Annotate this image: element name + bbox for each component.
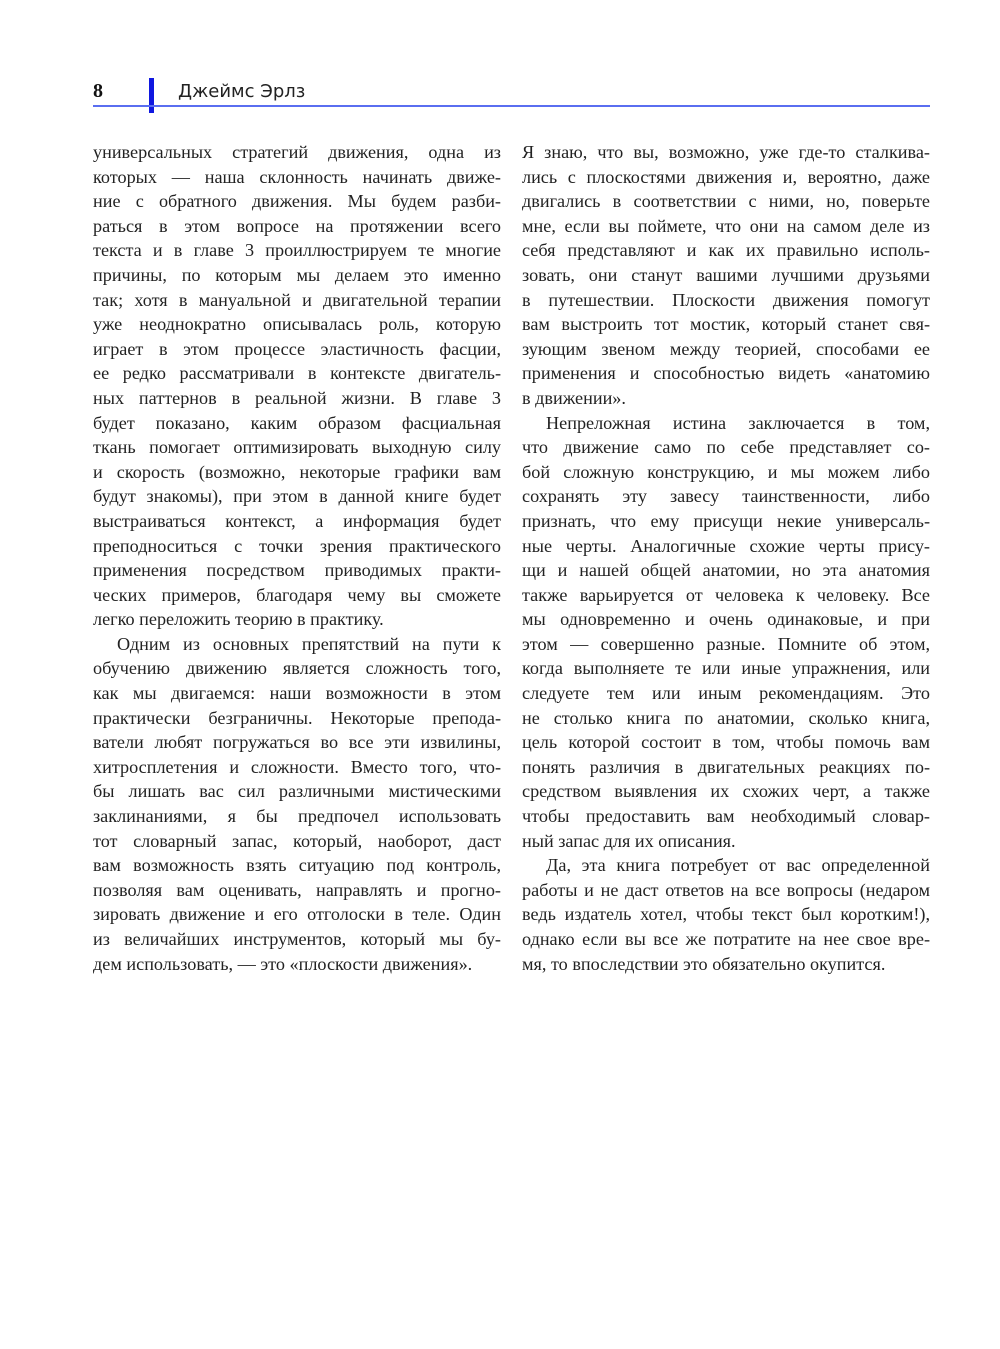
text-line: выстраиваться контекст, а информация будет: [93, 510, 501, 531]
text-line: зующим звеном между теорией, способами ее: [522, 338, 930, 359]
text-line: этом — совершенно разные. Помните об этом,: [522, 633, 930, 654]
text-line: бы лишать вас сил различными мистическими: [93, 781, 501, 802]
text-line: вам выстроить тот мостик, который станет свя-: [522, 314, 930, 335]
text-line: универсальных стратегий движения, одна из: [93, 142, 501, 162]
paragraph: [522, 140, 930, 411]
text-line: легко переложить теорию в практику.: [93, 609, 384, 630]
text-line: играет в этом процессе эластичность фасции,: [93, 338, 501, 359]
text-line: сохранять эту завесу таинственности, либо: [522, 486, 930, 507]
text-line: ных паттернов в реальной жизни. В главе 3: [93, 387, 501, 408]
text-line: Я знаю, что вы, возможно, уже где-то сталкива-: [522, 142, 930, 162]
text-line: ные черты. Аналогичные схожие черты прису-: [522, 535, 930, 556]
text-line: тот словарный запас, который, наоборот, даст: [93, 830, 501, 851]
text-line: хитросплетения и сложности. Вместо того, что-: [93, 756, 501, 777]
text-line: раться в этом вопросе на протяжении всего: [93, 215, 501, 236]
text-line: вам возможность взять ситуацию под контроль,: [93, 855, 501, 876]
text-line: практически безграничны. Некоторые препода-: [93, 707, 501, 728]
paragraph: [522, 853, 930, 976]
text-line: Да, эта книга потребует от вас определенной: [546, 855, 930, 876]
text-column-left: [93, 140, 501, 976]
text-line: признать, что ему присущи некие универсаль-: [522, 510, 930, 531]
text-line: будет показано, каким образом фасциальная: [93, 412, 501, 433]
text-line: цель которой состоит в том, чтобы помочь вам: [522, 732, 930, 753]
text-line: применения и способностью видеть «анатомию: [522, 363, 930, 384]
text-line: Одним из основных препятствий на пути к: [117, 633, 501, 654]
text-line: в движении».: [522, 387, 626, 408]
text-line: мне, если вы поймете, что они на самом деле из: [522, 215, 930, 236]
text-line: заклинаниями, я бы предпочел использовать: [93, 806, 501, 827]
text-line: ватели любят погружаться во все эти извилины,: [93, 732, 501, 753]
text-line: обучению движению является сложность того,: [93, 658, 501, 679]
text-line: уже неоднократно описывалась роль, которую: [93, 314, 501, 335]
text-line: мя, то впоследствии это обязательно окупится.: [522, 953, 886, 974]
text-line: двигались в соответствии с ними, но, поверьте: [522, 191, 930, 212]
text-line: ее редко рассматривали в контексте двигатель-: [93, 363, 501, 384]
text-line: дем использовать, — это «плоскости движения».: [93, 953, 473, 974]
paragraph: [522, 411, 930, 854]
text-line: лись с плоскостями движения и, вероятно, даже: [522, 166, 930, 187]
page-number: 8: [93, 80, 103, 102]
text-line: ческих примеров, благодаря чему вы сможете: [93, 584, 501, 605]
text-line: работы и не даст ответов на все вопросы (недаром: [522, 879, 930, 900]
text-line: себя представляют и как их правильно исполь-: [522, 240, 930, 261]
text-line: ткань помогает оптимизировать выходную силу: [93, 437, 501, 458]
paragraph: [93, 632, 501, 976]
running-title-author: Джеймс Эрлз: [178, 81, 306, 102]
text-line: следуете тем или иным рекомендациям. Это: [522, 683, 930, 704]
text-line: позволяя вам оценивать, направлять и прогно-: [93, 879, 501, 900]
text-line: которых — наша склонность начинать движе-: [93, 166, 501, 187]
text-line: зировать движение и его отголоски в теле. Один: [93, 904, 501, 925]
text-line: преподноситься с точки зрения практического: [93, 535, 501, 556]
text-line: не столько книга по анатомии, сколько книга,: [522, 707, 930, 728]
text-line: ние с обратного движения. Мы будем разби-: [93, 191, 501, 212]
text-line: из величайших инструментов, который мы бу-: [93, 929, 501, 949]
text-line: ведь издатель хотел, чтобы текст был коротким!),: [522, 904, 930, 925]
text-line: Непреложная истина заключается в том,: [546, 412, 930, 433]
header-rule: [93, 105, 930, 107]
text-line: зовать, они станут вашими лучшими друзьями: [522, 264, 930, 285]
header-accent-bar: [149, 78, 154, 113]
text-line: мы одновременно и очень одинаковые, и при: [522, 609, 930, 630]
text-column-right: [522, 140, 930, 976]
text-line: понять различия в двигательных реакциях по-: [522, 756, 930, 777]
paragraph: [93, 140, 501, 632]
text-line: щи и нашей общей анатомии, но эта анатомия: [522, 560, 930, 581]
text-line: средством выявления их схожих черт, а также: [522, 781, 930, 802]
text-line: и скорость (возможно, некоторые графики вам: [93, 461, 501, 482]
text-line: текста и в главе 3 проиллюстрируем те многие: [93, 240, 501, 261]
text-line: когда выполняете те или иные упражнения, или: [522, 658, 930, 679]
text-line: бой сложную конструкцию, и мы можем либо: [522, 461, 930, 482]
running-head: [93, 78, 930, 108]
text-line: так; хотя в мануальной и двигательной терапии: [93, 289, 501, 310]
text-line: будут знакомы), при этом в данной книге будет: [93, 486, 501, 507]
text-line: в путешествии. Плоскости движения помогут: [522, 289, 930, 310]
text-line: чтобы предоставить вам необходимый словар-: [522, 806, 930, 827]
text-line: однако если вы все же потратите на нее свое вре-: [522, 929, 930, 949]
text-line: что движение само по себе представляет со-: [522, 437, 930, 458]
text-line: как мы двигаемся: наши возможности в этом: [93, 683, 501, 704]
text-line: применения посредством приводимых практи-: [93, 560, 501, 581]
text-line: ный запас для их описания.: [522, 830, 736, 851]
text-line: причины, по которым мы делаем это именно: [93, 264, 501, 285]
text-line: также варьируется от человека к человеку. Все: [522, 584, 930, 605]
